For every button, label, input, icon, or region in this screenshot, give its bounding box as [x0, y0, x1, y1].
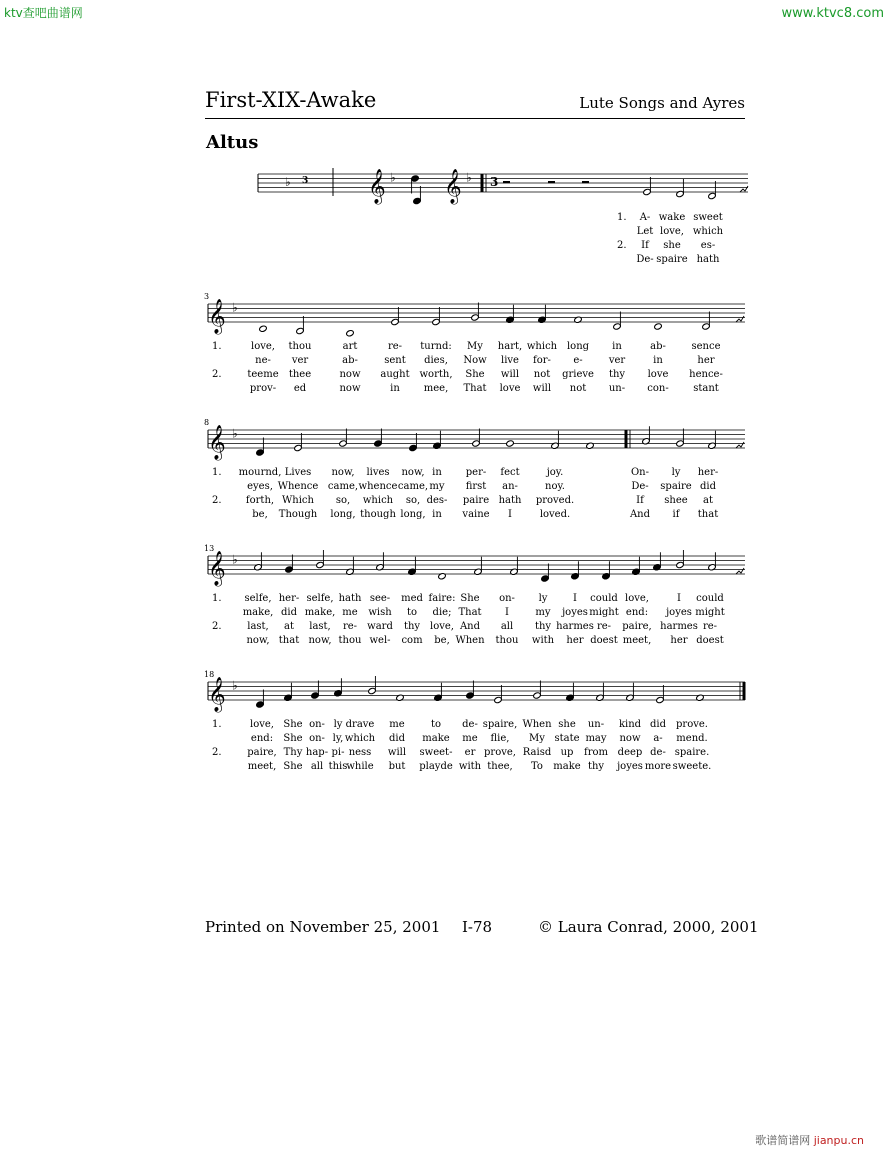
lyric-syllable: may	[585, 733, 607, 744]
lyric-syllable: more	[644, 761, 672, 772]
lyric-syllable: now,	[401, 467, 425, 478]
lyric-syllable: will	[500, 369, 520, 380]
lyric-syllable: prove,	[484, 747, 516, 758]
lyric-syllable: love,	[625, 593, 649, 604]
lyric-syllable: she	[558, 719, 576, 730]
lyric-syllable: make	[553, 761, 581, 772]
verse-number: 2.	[212, 621, 222, 632]
measure-number: 8	[204, 418, 210, 427]
lyric-syllable: And	[629, 509, 651, 520]
verse-number: 2.	[212, 369, 222, 380]
lyric-syllable: her	[670, 635, 688, 646]
lyric-syllable: see-	[369, 593, 391, 604]
lyric-syllable: ver	[608, 355, 626, 366]
lyric-syllable: a-	[653, 733, 663, 744]
flat-sign-icon: ♭	[232, 300, 238, 315]
lyric-syllable: in	[612, 341, 622, 352]
lyric-syllable: her-	[278, 593, 300, 604]
measure-number: 18	[204, 670, 215, 679]
lyric-syllable: with	[458, 761, 482, 772]
lyric-syllable: playde	[419, 761, 453, 772]
lyric-syllable: she	[663, 240, 681, 251]
meter-sign-icon: 3	[302, 176, 309, 186]
half-rest-icon	[503, 181, 510, 183]
lyric-syllable: wel-	[369, 635, 391, 646]
lyric-syllable: ab-	[342, 355, 358, 366]
lyric-syllable: this	[328, 761, 348, 772]
lyric-syllable: now	[619, 733, 641, 744]
lyric-syllable: long,	[400, 509, 426, 520]
treble-clef-icon: 𝄞	[208, 551, 226, 586]
lyric-syllable: harmes	[556, 621, 594, 632]
lyric-syllable: which	[344, 733, 376, 744]
treble-clef-icon: 𝄞	[444, 169, 462, 204]
lyric-syllable: all	[310, 761, 324, 772]
lyric-syllable: which	[692, 226, 724, 237]
lyric-syllable: ly	[671, 467, 681, 478]
lyric-syllable: de-	[462, 719, 478, 730]
lyric-syllable: my	[429, 481, 445, 492]
lyric-syllable: while	[346, 761, 374, 772]
lyric-syllable: will	[387, 747, 407, 758]
half-rest-icon	[582, 181, 589, 183]
lyric-syllable: thou	[338, 635, 362, 646]
lyric-syllable: hath	[498, 495, 522, 506]
lyric-syllable: Whence	[277, 481, 319, 492]
lyric-syllable: joy.	[546, 467, 564, 478]
lyric-syllable: If	[636, 495, 644, 506]
watermark-site-url: jianpu.cn	[813, 1134, 864, 1147]
lyric-syllable: I	[573, 593, 577, 604]
lyric-syllable: My	[467, 341, 483, 352]
lyric-syllable: did	[388, 733, 406, 744]
lyric-syllable: could	[696, 593, 724, 604]
lyric-syllable: thou	[495, 635, 519, 646]
verse-number: 2.	[617, 240, 627, 251]
lyric-syllable: spaire	[656, 254, 688, 265]
lyric-syllable: love,	[430, 621, 454, 632]
lyric-syllable: meet,	[622, 635, 652, 646]
collection-title: Lute Songs and Ayres	[579, 94, 745, 112]
lyric-syllable: love	[647, 369, 669, 380]
time-signature-icon: 3	[490, 175, 499, 189]
lyric-syllable: ward	[367, 621, 393, 632]
lyric-syllable: long,	[330, 509, 356, 520]
lyric-syllable: re-	[596, 621, 612, 632]
lyric-syllable: ness	[348, 747, 372, 758]
lyric-syllable: that	[697, 509, 719, 520]
lyric-syllable: first	[465, 481, 487, 492]
lyric-syllable: might	[695, 607, 725, 618]
lyric-syllable: re-	[342, 621, 358, 632]
lyric-syllable: es-	[700, 240, 716, 251]
lyric-syllable: her	[566, 635, 584, 646]
lyric-syllable: loved.	[539, 509, 571, 520]
lyric-syllable: aught	[380, 369, 410, 380]
lyric-syllable: She	[465, 369, 485, 380]
lyric-syllable: be,	[252, 509, 268, 520]
lyric-syllable: worth,	[419, 369, 453, 380]
lyric-syllable: dies,	[424, 355, 448, 366]
lyric-syllable: came,	[327, 481, 359, 492]
lyric-syllable: now,	[246, 635, 270, 646]
lyric-syllable: love,	[250, 719, 274, 730]
lyric-syllable: mee,	[423, 383, 449, 394]
lyric-syllable: spaire.	[674, 747, 710, 758]
lyric-syllable: And	[459, 621, 481, 632]
custos-mark	[736, 442, 744, 448]
lyric-syllable: up	[560, 747, 574, 758]
lyric-syllable: so,	[335, 495, 351, 506]
lyric-syllable: not	[569, 383, 587, 394]
lyric-syllable: lives	[366, 467, 390, 478]
lyric-syllable: thy	[403, 621, 421, 632]
lyric-syllable: kind	[618, 719, 642, 730]
lyric-syllable: last,	[247, 621, 269, 632]
custos-mark	[736, 316, 744, 322]
lyric-syllable: Lives	[284, 467, 312, 478]
lyric-syllable: fect	[500, 467, 520, 478]
lyric-syllable: joyes	[562, 607, 588, 618]
lyric-syllable: sweet	[693, 212, 723, 223]
lyric-syllable: De-	[631, 481, 649, 492]
page-number: I-78	[462, 918, 493, 936]
lyric-syllable: She	[283, 719, 303, 730]
lyric-syllable: shee	[664, 495, 688, 506]
lyric-syllable: thee	[288, 369, 312, 380]
lyric-syllable: prove.	[676, 719, 708, 730]
lyric-syllable: state	[554, 733, 580, 744]
measure-number: 13	[204, 544, 215, 553]
watermark-top-right: www.ktvc8.com	[781, 6, 884, 21]
lyric-syllable: de-	[650, 747, 666, 758]
lyric-syllable: at	[703, 495, 713, 506]
lyric-syllable: love,	[660, 226, 684, 237]
treble-clef-icon: 𝄞	[368, 169, 386, 204]
flat-sign-icon: ♭	[232, 552, 238, 567]
lyric-syllable: me	[389, 719, 405, 730]
lyric-syllable: If	[641, 240, 649, 251]
lyric-syllable: noy.	[545, 481, 565, 492]
print-date: Printed on November 25, 2001	[205, 918, 441, 936]
lyric-syllable: drave	[345, 719, 375, 730]
lyric-syllable: on-	[499, 593, 515, 604]
lyric-syllable: com	[401, 635, 423, 646]
lyric-syllable: prov-	[249, 383, 277, 394]
lyric-syllable: hence-	[689, 369, 723, 380]
treble-clef-icon: 𝄞	[208, 425, 226, 460]
verse-number: 1.	[617, 212, 627, 223]
lyric-syllable: came,	[397, 481, 429, 492]
lyric-syllable: When	[522, 719, 552, 730]
lyric-syllable: long	[566, 341, 590, 352]
lyric-syllable: Raisd	[522, 747, 552, 758]
lyric-syllable: art	[342, 341, 358, 352]
lyric-syllable: joyes	[666, 607, 692, 618]
lyric-syllable: in	[390, 383, 400, 394]
flat-sign-icon: ♭	[466, 170, 472, 185]
lyric-syllable: ly,	[332, 733, 344, 744]
lyric-syllable: paire,	[247, 747, 277, 758]
lyric-syllable: To	[531, 761, 543, 772]
lyric-syllable: thou	[288, 341, 312, 352]
lyric-syllable: but	[388, 761, 406, 772]
lyric-syllable: selfe,	[244, 593, 272, 604]
lyric-syllable: ab-	[650, 341, 666, 352]
lyric-syllable: That	[463, 383, 487, 394]
lyric-syllable: in	[653, 355, 663, 366]
lyric-syllable: A-	[639, 212, 651, 223]
lyric-syllable: hart,	[497, 341, 523, 352]
lyric-syllable: hath	[338, 593, 362, 604]
lyric-syllable: to	[406, 607, 418, 618]
watermark-site-name: 歌谱简谱网	[755, 1134, 811, 1147]
lyric-syllable: joyes	[617, 761, 643, 772]
lyric-syllable: did	[280, 607, 298, 618]
lyric-syllable: forth,	[245, 495, 275, 506]
lyric-syllable: could	[590, 593, 618, 604]
lyric-syllable: paire,	[622, 621, 652, 632]
lyric-syllable: now	[339, 369, 361, 380]
lyric-syllable: I	[505, 607, 509, 618]
lyric-syllable: in	[432, 467, 442, 478]
verse-number: 1.	[212, 467, 222, 478]
lyric-syllable: turnd:	[420, 341, 452, 352]
lyric-syllable: Which	[282, 495, 314, 506]
lyric-syllable: Thy	[283, 747, 303, 758]
lyric-syllable: proved.	[535, 495, 575, 506]
lyric-syllable: all	[500, 621, 514, 632]
lyric-syllable: des-	[426, 495, 448, 506]
flat-sign-icon: ♭	[285, 175, 291, 189]
lyric-syllable: teeme	[247, 369, 279, 380]
lyric-syllable: I	[508, 509, 512, 520]
lyric-syllable: last,	[309, 621, 331, 632]
lyric-syllable: hap-	[305, 747, 329, 758]
lyric-syllable: thy	[608, 369, 626, 380]
lyric-syllable: ly	[538, 593, 548, 604]
lyric-syllable: eyes,	[247, 481, 273, 492]
lyric-syllable: On-	[630, 467, 650, 478]
note-head	[506, 440, 515, 447]
lyric-syllable: paire	[462, 495, 490, 506]
flat-sign-icon: ♭	[390, 170, 396, 185]
lyric-syllable: did	[649, 719, 667, 730]
lyric-syllable: which	[362, 495, 394, 506]
song-title: First-XIX-Awake	[205, 88, 377, 112]
lyric-syllable: stant	[693, 383, 719, 394]
lyric-syllable: from	[584, 747, 608, 758]
lyric-syllable: vaine	[462, 509, 490, 520]
lyric-syllable: now,	[331, 467, 355, 478]
lyric-syllable: will	[532, 383, 552, 394]
watermark-top-left: ktv查吧曲谱网	[4, 6, 83, 20]
lyric-syllable: e-	[573, 355, 583, 366]
verse-number: 2.	[212, 495, 222, 506]
lyric-syllable: doest	[696, 635, 724, 646]
lyric-syllable: med	[401, 593, 423, 604]
lyric-syllable: That	[458, 607, 482, 618]
lyric-syllable: sweet-	[419, 747, 453, 758]
lyric-syllable: grieve	[562, 369, 594, 380]
lyric-syllable: her-	[697, 467, 719, 478]
lyric-syllable: die;	[432, 607, 452, 618]
lyric-syllable: Let	[636, 226, 654, 237]
lyric-syllable: thy	[534, 621, 552, 632]
lyric-syllable: Now	[463, 355, 487, 366]
lyric-syllable: faire:	[428, 593, 456, 604]
lyric-syllable: though	[360, 509, 396, 520]
verse-number: 1.	[212, 593, 222, 604]
lyric-syllable: that	[278, 635, 300, 646]
lyric-syllable: be,	[434, 635, 450, 646]
lyric-syllable: She	[283, 733, 303, 744]
lyric-syllable: in	[432, 509, 442, 520]
lyric-syllable: con-	[647, 383, 669, 394]
lyric-syllable: mend.	[676, 733, 708, 744]
lyric-syllable: doest	[590, 635, 618, 646]
lyric-syllable: if	[672, 509, 680, 520]
note-head	[346, 330, 355, 337]
lyric-syllable: harmes	[660, 621, 698, 632]
treble-clef-icon: 𝄞	[208, 299, 226, 334]
lyric-syllable: flie,	[490, 733, 510, 744]
lyric-syllable: sent	[384, 355, 406, 366]
measure-number: 3	[204, 292, 210, 301]
lyric-syllable: for-	[533, 355, 551, 366]
lyric-syllable: deep	[617, 747, 643, 758]
lyric-syllable: live	[501, 355, 519, 366]
lyric-syllable: spaire	[660, 481, 692, 492]
lyric-syllable: make,	[304, 607, 336, 618]
lyric-syllable: spaire,	[482, 719, 518, 730]
lyric-syllable: un-	[587, 719, 605, 730]
flat-sign-icon: ♭	[232, 426, 238, 441]
half-rest-icon	[548, 181, 555, 183]
copyright-notice: © Laura Conrad, 2000, 2001	[538, 918, 759, 936]
lyric-syllable: thy	[587, 761, 605, 772]
custos-mark	[736, 568, 744, 574]
lyric-syllable: end:	[625, 607, 649, 618]
lyric-syllable: make,	[242, 607, 274, 618]
lyric-syllable: ver	[291, 355, 309, 366]
flat-sign-icon: ♭	[232, 678, 238, 693]
lyric-syllable: now	[339, 383, 361, 394]
lyric-syllable: now,	[308, 635, 332, 646]
lyric-syllable: my	[535, 607, 551, 618]
verse-number: 1.	[212, 341, 222, 352]
lyric-syllable: make	[422, 733, 450, 744]
lyric-syllable: me	[342, 607, 358, 618]
note-head	[654, 323, 663, 330]
lyric-syllable: on-	[309, 733, 325, 744]
part-name: Altus	[206, 132, 259, 153]
lyric-syllable: with	[531, 635, 555, 646]
lyric-syllable: per-	[465, 467, 487, 478]
lyric-syllable: er	[464, 747, 476, 758]
lyric-syllable: not	[533, 369, 551, 380]
lyric-syllable: My	[529, 733, 545, 744]
treble-clef-icon: 𝄞	[208, 677, 226, 712]
lyric-syllable: love,	[251, 341, 275, 352]
lyric-syllable: un-	[608, 383, 626, 394]
lyric-syllable: whence	[358, 481, 398, 492]
lyric-syllable: ed	[293, 383, 307, 394]
lyric-syllable: I	[677, 593, 681, 604]
lyric-syllable: me	[462, 733, 478, 744]
lyric-syllable: to	[430, 719, 442, 730]
lyric-syllable: love	[499, 383, 521, 394]
lyric-syllable: ly	[333, 719, 343, 730]
verse-number: 1.	[212, 719, 222, 730]
lyric-syllable: ne-	[255, 355, 271, 366]
lyric-syllable: at	[284, 621, 294, 632]
lyric-syllable: hath	[696, 254, 720, 265]
lyric-syllable: on-	[309, 719, 325, 730]
lyric-syllable: which	[526, 341, 558, 352]
lyric-syllable: pi-	[331, 747, 345, 758]
lyric-syllable: her	[697, 355, 715, 366]
lyric-syllable: so,	[405, 495, 421, 506]
lyric-syllable: re-	[702, 621, 718, 632]
lyric-syllable: might	[589, 607, 619, 618]
lyric-syllable: selfe,	[306, 593, 334, 604]
lyric-syllable: re-	[387, 341, 403, 352]
custos-mark	[740, 186, 748, 192]
lyric-syllable: meet,	[247, 761, 277, 772]
lyric-syllable: She	[460, 593, 480, 604]
lyric-syllable: sweete.	[672, 761, 712, 772]
lyric-syllable: wish	[368, 607, 392, 618]
note-head	[259, 325, 268, 332]
lyric-syllable: De-	[636, 254, 654, 265]
lyric-syllable: She	[283, 761, 303, 772]
lyric-syllable: mournd,	[238, 467, 282, 478]
lyric-syllable: When	[455, 635, 485, 646]
lyric-syllable: Though	[278, 509, 318, 520]
lyric-syllable: wake	[658, 212, 686, 223]
lyric-syllable: did	[699, 481, 717, 492]
lyric-syllable: sence	[691, 341, 721, 352]
verse-number: 2.	[212, 747, 222, 758]
lyric-syllable: thee,	[487, 761, 513, 772]
lyric-syllable: an-	[502, 481, 518, 492]
lyric-syllable: end:	[250, 733, 274, 744]
